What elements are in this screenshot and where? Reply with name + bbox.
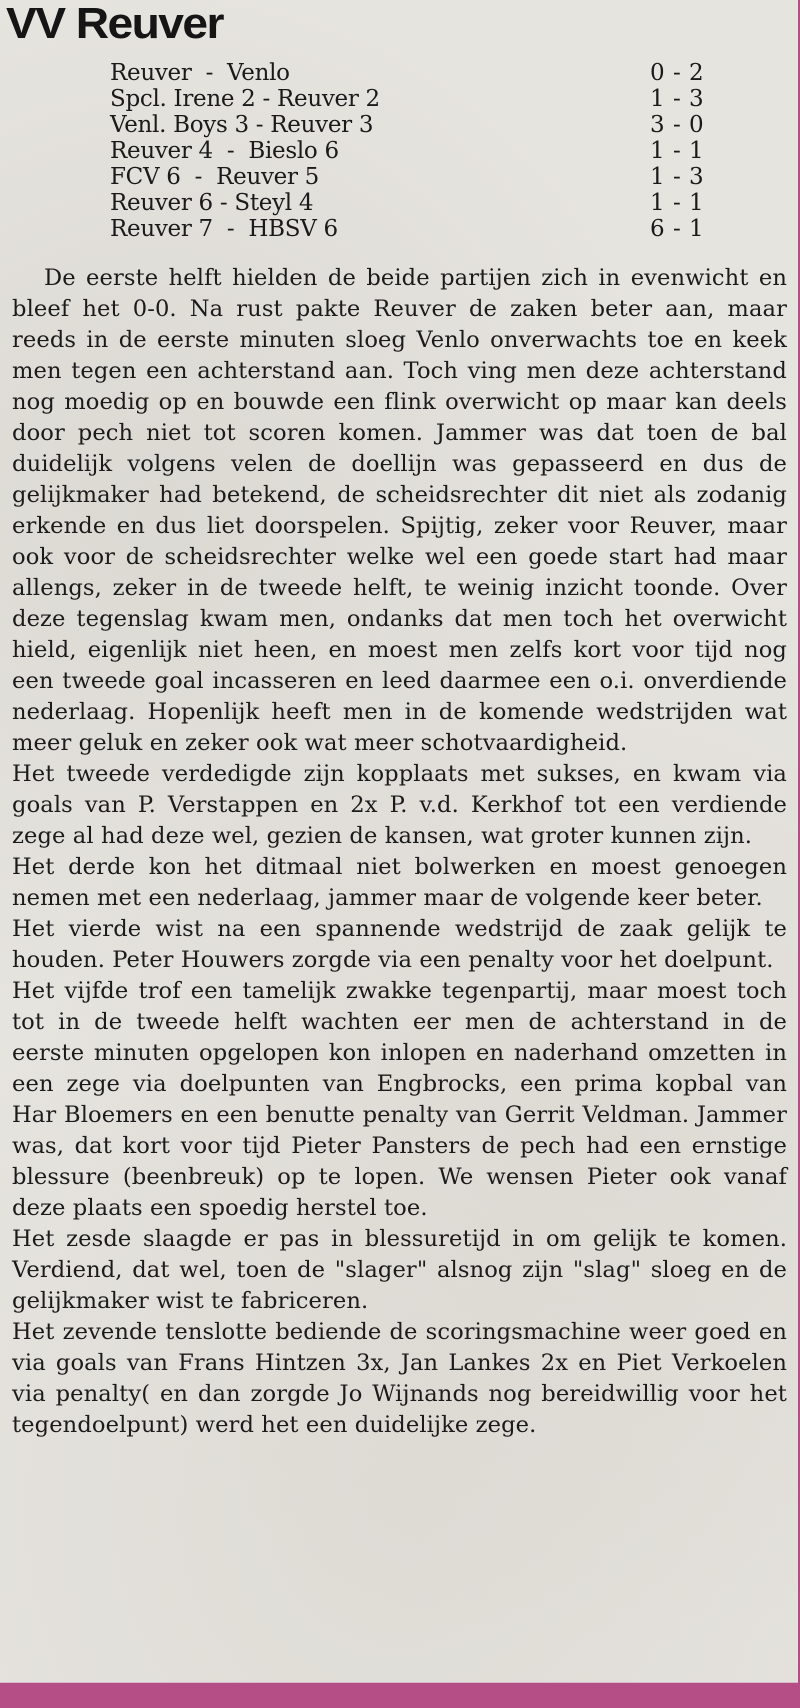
match-teams: Spcl. Irene 2 - Reuver 2: [110, 86, 380, 112]
paragraph-sixth-team: Het zesde slaagde er pas in blessuretijd in om gelijk te komen. Verdiend, dat wel, toen de "slager" alsnog zijn "slag" sloeg en de gelijkmaker wist te fabriceren.: [12, 1226, 787, 1314]
match-teams: FCV 6 - Reuver 5: [110, 164, 320, 190]
match-teams: Venl. Boys 3 - Reuver 3: [110, 112, 374, 138]
match-score: 1 - 1: [650, 190, 705, 216]
match-score: 1 - 3: [650, 164, 705, 190]
paragraph-second-team: Het tweede verdedigde zijn kopplaats met sukses, en kwam via goals van P. Verstappen en 2x P. v.d. Kerkhof tot een verdiende zege al had deze wel, gezien de kansen, wat groter kunnen zijn.: [12, 761, 787, 849]
paragraph-fifth-team: Het vijfde trof een tamelijk zwakke tegenpartij, maar moest toch tot in de tweede helft wachten eer men de achterstand in de eerste minuten opgelopen kon inlopen en naderhand omzetten in een zege via doelpunten van Engbrocks, een prima kopbal van Har Bloemers en een benutte penalty van Gerrit Veldman. Jammer was, dat kort voor tijd Pieter Pansters de pech had een ernstige blessure (beenbreuk) op te lopen. We wensen Pieter ook vanaf deze plaats een spoedig herstel toe.: [12, 978, 787, 1221]
result-row: [110, 216, 710, 242]
match-teams: Reuver 6 - Steyl 4: [110, 190, 314, 216]
result-row: [110, 112, 710, 138]
match-score: 1 - 3: [650, 86, 705, 112]
result-row: [110, 164, 710, 190]
match-score: 6 - 1: [650, 216, 705, 242]
paragraph-fourth-team: Het vierde wist na een spannende wedstrijd de zaak gelijk te houden. Peter Houwers zorgde via een penalty voor het doelpunt.: [12, 916, 787, 973]
result-row: [110, 86, 710, 112]
match-teams: Reuver - Venlo: [110, 60, 290, 86]
match-score: 1 - 1: [650, 138, 705, 164]
result-row: [110, 190, 710, 216]
result-row: [110, 60, 710, 86]
paragraph-third-team: Het derde kon het ditmaal niet bolwerken en moest genoegen nemen met een nederlaag, jammer maar de volgende keer beter.: [12, 854, 787, 911]
headline: VV Reuver: [6, 0, 223, 48]
article-body: [12, 263, 787, 1441]
match-teams: Reuver 4 - Bieslo 6: [110, 138, 339, 164]
match-score: 0 - 2: [650, 60, 705, 86]
match-score: 3 - 0: [650, 112, 705, 138]
result-row: [110, 138, 710, 164]
match-teams: Reuver 7 - HBSV 6: [110, 216, 338, 242]
paragraph-seventh-team: Het zevende tenslotte bediende de scoringsmachine weer goed en via goals van Frans Hintzen 3x, Jan Lankes 2x en Piet Verkoelen via penalty( en dan zorgde Jo Wijnands nog bereidwillig voor het tegendoelpunt) werd het een duidelijke zege.: [12, 1319, 787, 1438]
results-list: [110, 60, 710, 242]
paragraph-first-team: De eerste helft hielden de beide partijen zich in evenwicht en bleef het 0-0. Na rust pakte Reuver de zaken beter aan, maar reeds in de eerste minuten sloeg Venlo onverwachts toe en keek men tegen een achterstand aan. Toch ving men deze achterstand nog moedig op en bouwde een flink overwicht op maar kan deels door pech niet tot scoren komen. Jammer was dat toen de bal duidelijk volgens velen de doellijn was gepasseerd en dus de gelijkmaker had betekend, de scheidsrechter dit niet als zodanig erkende en dus liet doorspelen. Spijtig, zeker voor Reuver, maar ook voor de scheidsrechter welke wel een goede start had maar allengs, zeker in de tweede helft, te weinig inzicht toonde. Over deze tegenslag kwam men, ondanks dat men toch het overwicht hield, eigenlijk niet heen, en moest men zelfs kort voor tijd nog een tweede goal incasseren en leed daarmee een o.i. onverdiende nederlaag. Hopenlijk heeft men in de komende wedstrijden wat meer geluk en zeker ook wat meer schotvaardigheid.: [12, 265, 787, 756]
